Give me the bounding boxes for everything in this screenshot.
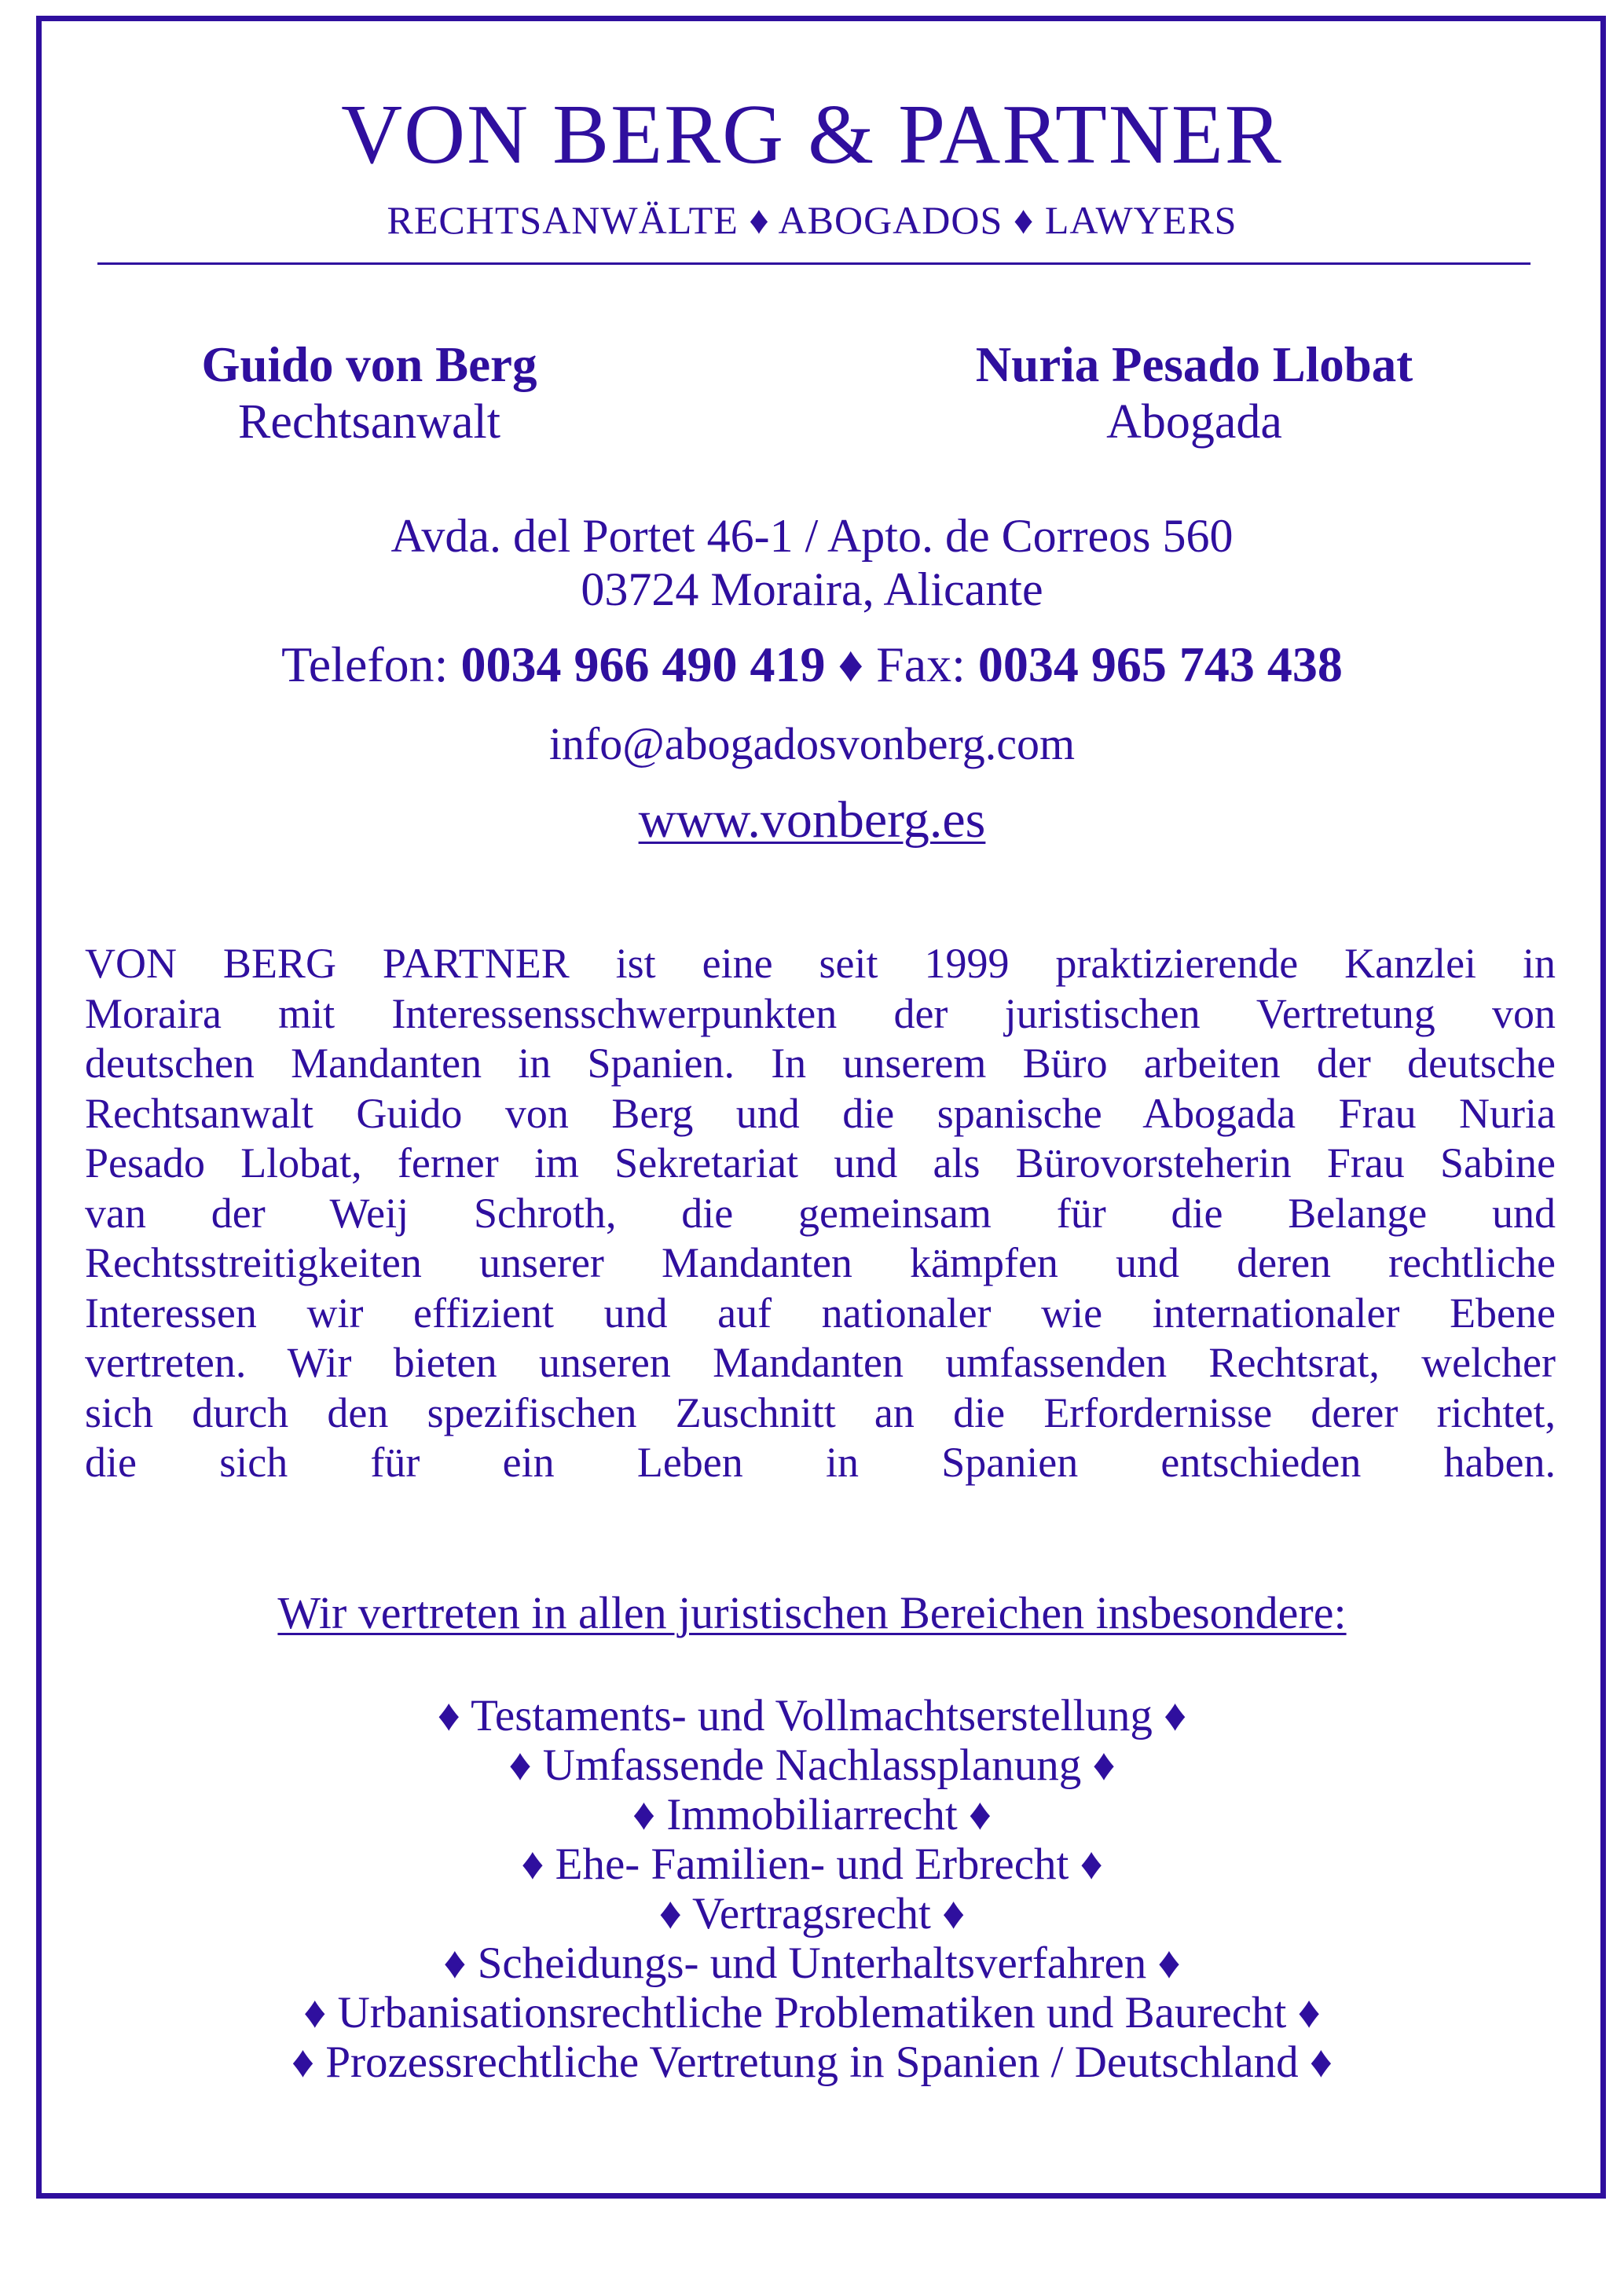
website-link[interactable]: www.vonberg.es [638,791,986,849]
description-line: die sich für ein Leben in Spanien entschieden haben. [85,1439,1556,1486]
fax-number: 0034 965 743 438 [977,636,1343,692]
description-line: Interessen wir effizient und auf nationaler wie internationaler Ebene [85,1289,1556,1337]
partner-nuria [841,335,1548,449]
website-line [0,789,1624,852]
practice-area-item: ♦ Ehe- Familien- und Erbrecht ♦ [521,1839,1103,1889]
partner-title: Abogada [1106,395,1282,449]
phone-fax-line [0,635,1624,695]
phone-number[interactable]: 0034 966 490 419 [460,636,826,692]
practice-area-item: ♦ Vertragsrecht ♦ [658,1889,966,1938]
description-line: van der Weij Schroth, die gemeinsam für die Belange und [85,1189,1556,1237]
practice-areas-heading [0,1586,1624,1641]
practice-area-item: ♦ Testaments- und Vollmachtserstellung ♦ [437,1691,1187,1740]
partner-title: Rechtsanwalt [237,395,500,449]
phone-label: Telefon: [281,636,449,692]
firm-description [85,939,1556,1488]
practice-area-item: ♦ Scheidungs- und Unterhaltsverfahren ♦ [443,1938,1181,1988]
practice-heading-text: Wir vertreten in allen juristischen Bereichen insbesondere: [277,1587,1347,1638]
description-line: Rechtsanwalt Guido von Berg und die spanische Abogada Frau Nuria [85,1089,1556,1137]
description-line: sich durch den spezifischen Zuschnitt an die Erfordernisse derer richtet, [85,1388,1556,1436]
address-line-1: Avda. del Portet 46-1 / Apto. de Correos 560 [390,510,1234,562]
address-line-2: 03724 Moraira, Alicante [581,563,1043,615]
separator-diamond: ♦ [838,636,864,692]
description-line: Rechtsstreitigkeiten unserer Mandanten kämpfen und deren rechtliche [85,1239,1556,1286]
description-line: Pesado Llobat, ferner im Sekretariat und als Bürovorsteherin Frau Sabine [85,1139,1556,1187]
partner-name: Nuria Pesado Llobat [975,337,1413,392]
practice-area-item: ♦ Umfassende Nachlassplanung ♦ [508,1740,1116,1790]
description-line: Moraira mit Interessensschwerpunkten der juristischen Vertretung von [85,989,1556,1037]
practice-areas-list [0,1691,1624,2087]
partner-name: Guido von Berg [201,337,537,392]
header-divider [97,262,1531,265]
fax-label: Fax: [876,636,966,692]
description-line: deutschen Mandanten in Spanien. In unserem Büro arbeiten der deutsche [85,1040,1556,1087]
practice-area-item: ♦ Urbanisationsrechtliche Problematiken und Baurecht ♦ [303,1988,1321,2037]
practice-area-item: ♦ Immobiliarrecht ♦ [632,1790,992,1839]
address [0,509,1624,616]
description-line: VON BERG PARTNER ist eine seit 1999 praktizierende Kanzlei in [85,940,1556,987]
email-link[interactable]: info@abogadosvonberg.com [548,718,1076,769]
partner-guido [16,335,723,449]
firm-subtitle: RECHTSANWÄLTE ♦ ABOGADOS ♦ LAWYERS [387,198,1237,242]
practice-area-item: ♦ Prozessrechtliche Vertretung in Spanien / Deutschland ♦ [291,2037,1333,2087]
firm-name: VON BERG & PARTNER [341,88,1283,182]
description-line: vertreten. Wir bieten unseren Mandanten umfassenden Rechtsrat, welcher [85,1339,1556,1386]
